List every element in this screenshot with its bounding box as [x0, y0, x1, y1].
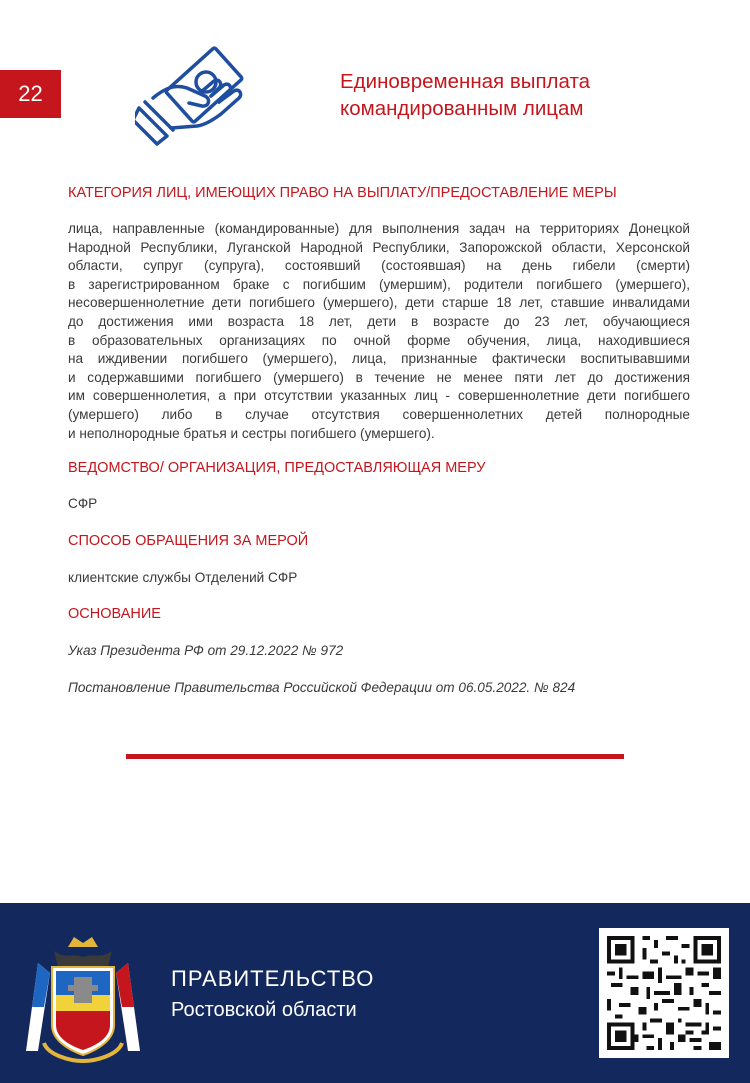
- page-number: 22: [18, 81, 43, 106]
- category-line: (умершего) либо в случае отсутствия совершеннолетних детей полнородные: [68, 406, 690, 422]
- basis-heading: ОСНОВАНИЕ: [68, 606, 161, 622]
- category-line: области, супруг (супруга), состоявший (состоявшая) на день гибели (смерти): [68, 258, 690, 274]
- category-heading: КАТЕГОРИЯ ЛИЦ, ИМЕЮЩИХ ПРАВО НА ВЫПЛАТУ/ПРЕДОСТАВЛЕНИЕ МЕРЫ: [68, 185, 617, 201]
- basis-item-resolution: Постановление Правительства Российской Федерации от 06.05.2022. № 824: [68, 680, 576, 695]
- category-line: на иждивении погибшего (умершего), лица, признанные фактически воспитывавшими: [68, 351, 690, 367]
- category-line: лица, направленные (командированные) для выполнения задач на территориях Донецкой: [68, 221, 690, 236]
- page-title: [340, 68, 640, 122]
- government-title: ПРАВИТЕЛЬСТВО: [171, 966, 375, 991]
- title-line-2: командированным лицам: [340, 97, 584, 120]
- category-line: до достижения ими возраста 18 лет, дети в возрасте до 23 лет, обучающиеся: [68, 313, 690, 329]
- footer: [0, 903, 750, 1083]
- title-line-1: Единовременная выплата: [340, 70, 591, 93]
- hand-money-icon: [135, 38, 257, 148]
- agency-heading: ВЕДОМСТВО/ ОРГАНИЗАЦИЯ, ПРЕДОСТАВЛЯЮЩАЯ МЕРУ: [68, 460, 486, 476]
- agency-text: СФР: [68, 496, 98, 511]
- coat-of-arms-icon: [24, 933, 142, 1063]
- category-line: в образовательных организациях по очной форме обучения, лица, находившиеся: [68, 332, 690, 348]
- method-heading: СПОСОБ ОБРАЩЕНИЯ ЗА МЕРОЙ: [68, 533, 309, 549]
- category-line: и неполнородные братья и сестры погибшего (умершего).: [68, 425, 435, 441]
- qr-code[interactable]: [599, 928, 729, 1058]
- category-line: в зарегистрированном браке с погибшим (умершим), родители погибшего (умершего),: [68, 276, 690, 292]
- qr-code-icon: [607, 936, 721, 1050]
- government-region: Ростовской области: [171, 999, 357, 1021]
- basis-item-decree: Указ Президента РФ от 29.12.2022 № 972: [68, 643, 344, 658]
- method-text: клиентские службы Отделений СФР: [68, 570, 298, 585]
- category-line: им совершеннолетия, а при отсутствии указанных лиц - совершеннолетние дети погибшего: [68, 388, 690, 404]
- divider: [126, 754, 624, 759]
- category-line: и содержавшими погибшего (умершего) в течение не менее пяти лет до достижения: [68, 369, 690, 385]
- category-line: несовершеннолетние дети погибшего (умершего), дети старше 18 лет, ставшие инвалидами: [68, 295, 690, 311]
- page-number-badge: [0, 70, 61, 118]
- category-text: [68, 220, 690, 443]
- category-line: Народной Республики, Луганской Народной Республики, Запорожской области, Херсонской: [68, 239, 690, 255]
